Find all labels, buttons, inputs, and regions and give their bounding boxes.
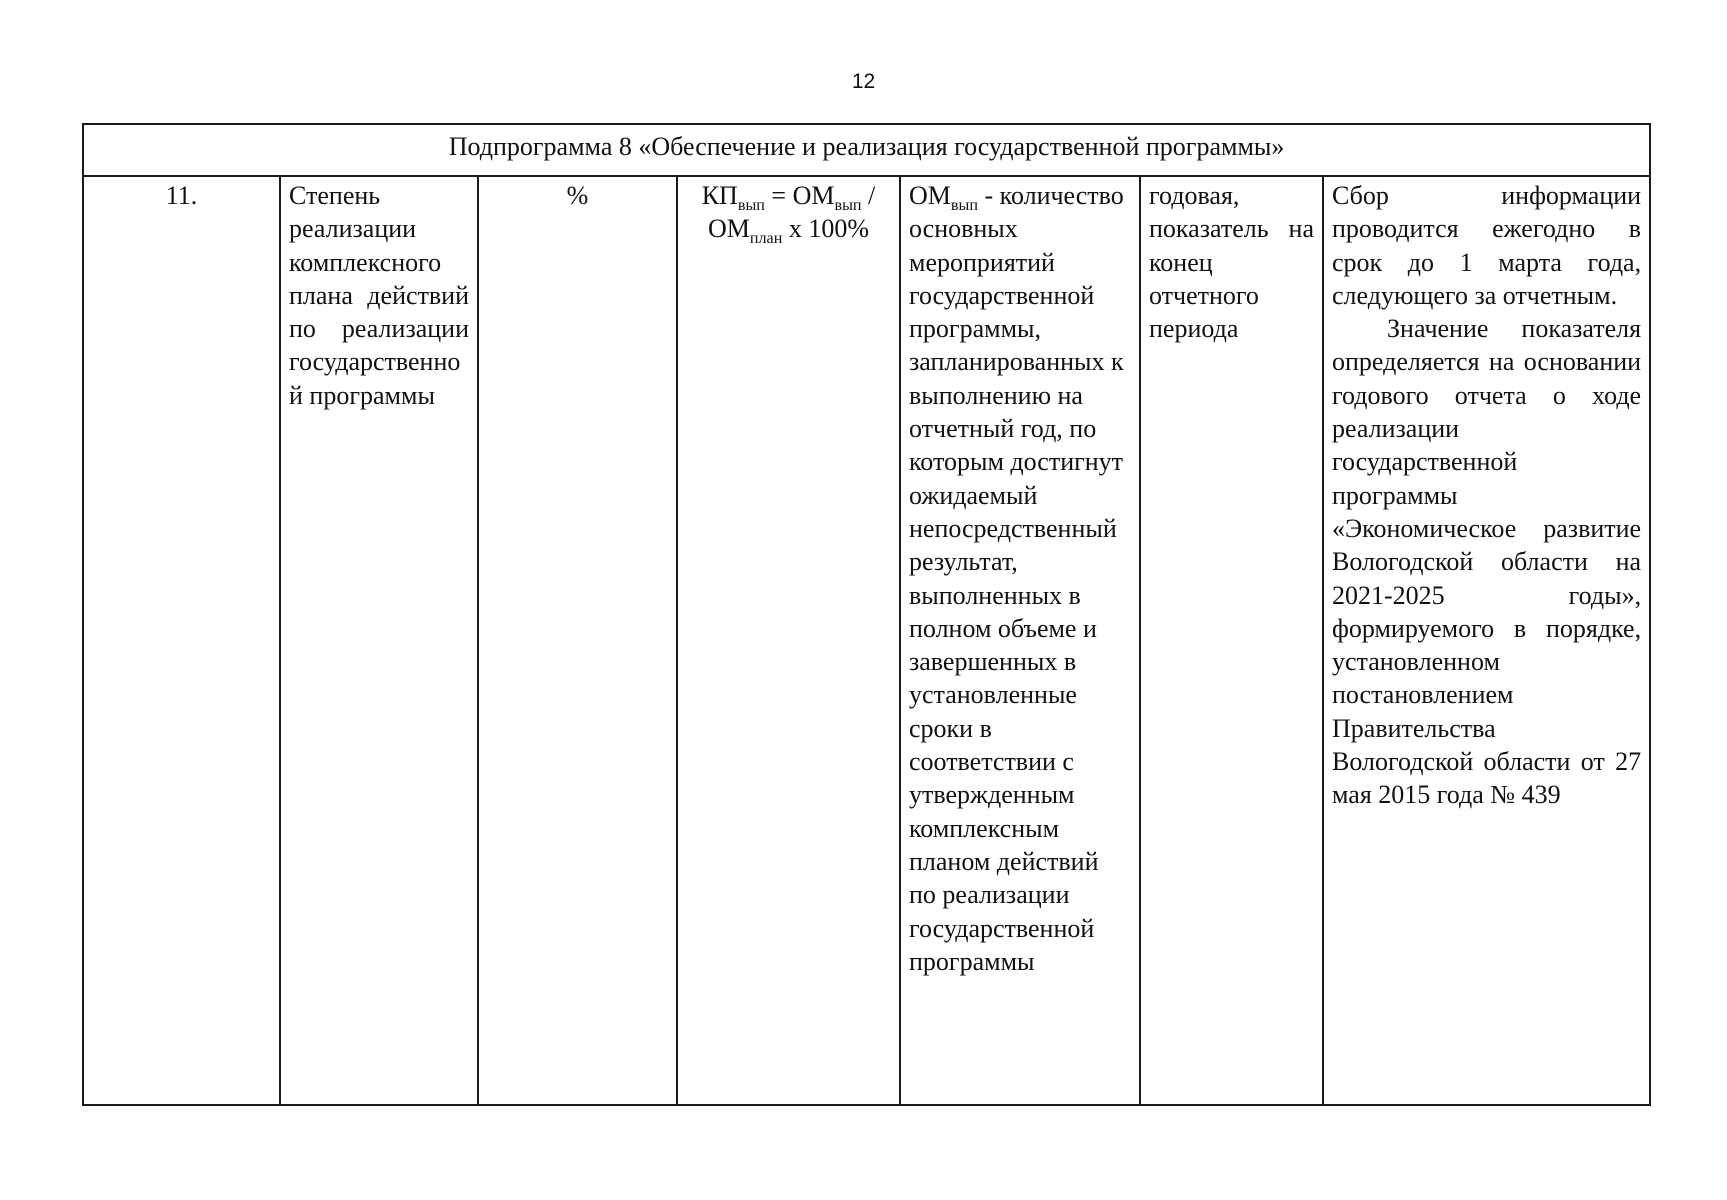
unit-cell	[478, 176, 677, 1105]
indicator-name-cell	[280, 176, 478, 1105]
definition-cell	[900, 176, 1140, 1105]
formula-plan-sub: план	[749, 230, 783, 248]
definition	[909, 181, 1124, 976]
formula-div: / ОМ	[707, 181, 876, 244]
subprogram-header-row	[83, 124, 1650, 176]
table-row	[83, 176, 1650, 1105]
formula-lhs: КП	[701, 181, 738, 210]
periodicity: годовая, показатель на конец отчетного периода	[1149, 181, 1314, 344]
unit: %	[566, 181, 589, 210]
row-number-cell	[83, 176, 280, 1105]
formula-om-sub: вып	[834, 197, 862, 215]
definition-text: - количество основных мероприятий государственной программы, запланированных к выполнению на отчетный год, по которым достигнут ожидаемый непосредственный результат, выполненных в полном объеме и завершенных в установленные сроки в соответствии с утвержденным комплексным планом действий по реализации государственной программы	[909, 181, 1124, 976]
indicator-name: Степень реализации комплексного плана действий по реализации государственной программы	[289, 181, 469, 410]
definition-symbol: ОМ	[909, 181, 951, 210]
formula	[701, 181, 876, 248]
page-number: 12	[851, 70, 876, 93]
definition-symbol-sub: вып	[950, 197, 978, 215]
formula-lhs-sub: вып	[737, 197, 765, 215]
indicator-table	[82, 123, 1651, 1106]
method-cell	[1323, 176, 1650, 1105]
formula-eq: = ОМ	[764, 181, 835, 210]
periodicity-cell	[1140, 176, 1323, 1105]
formula-cell	[677, 176, 900, 1105]
formula-tail: х 100%	[782, 214, 869, 244]
method-paragraph-1: Сбор информации проводится ежегодно в срок до 1 марта года, следующего за отчетным.	[1332, 181, 1642, 310]
subprogram-title: Подпрограмма 8 «Обеспечение и реализация государственной программы»	[83, 124, 1650, 176]
row-number: 11.	[165, 181, 198, 210]
method-paragraph-2: Значение показателя определяется на основании годового отчета о ходе реализации государственной программы «Экономическое развитие Вологодской области на 2021-2025 годы», формируемого в порядке, установленном постановлением Правительства Вологодской области от 27 мая 2015 года № 439	[1332, 314, 1642, 810]
